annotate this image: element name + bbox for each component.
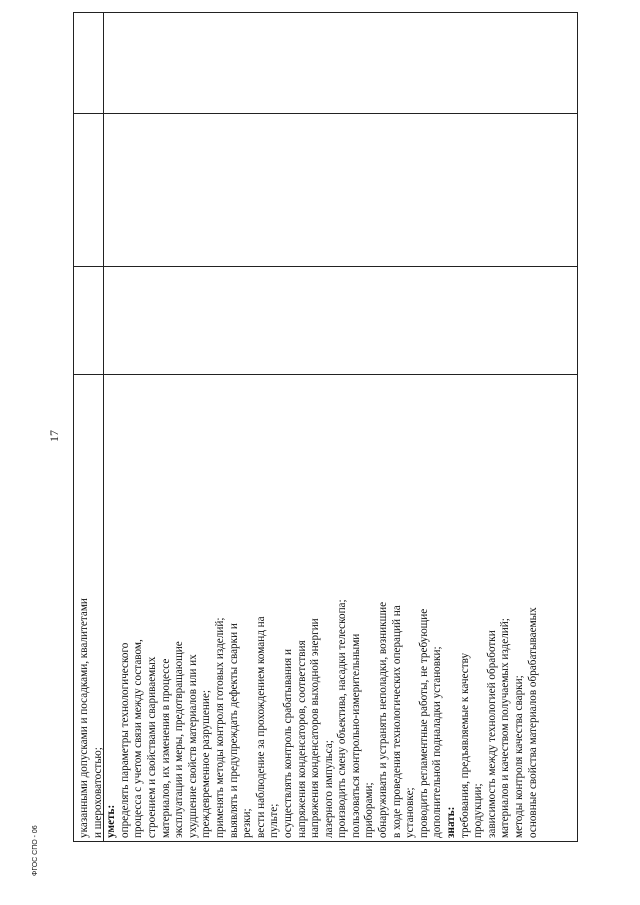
text-line: напряжения конденсаторов, соответствия <box>295 640 308 838</box>
text-line: дополнительной подналадки установки; <box>431 646 444 838</box>
text-line: и шероховатостью; <box>91 747 104 838</box>
table-row-divider <box>73 113 578 114</box>
text-line: осуществлять контроль срабатывания и <box>281 649 294 838</box>
text-line: в ходе проведения технологических операций на <box>390 605 403 838</box>
text-line: приборами; <box>363 782 376 838</box>
footer-doc-code <box>30 810 44 880</box>
text-line: производить смену объектива, насадки телескопа; <box>336 599 349 838</box>
text-line: материалов, их изменения в процессе <box>159 658 172 838</box>
text-line: установке; <box>404 787 417 838</box>
text-line: методы контроля качества сварки; <box>513 675 525 838</box>
text-line: процесса с учетом связи между составом, <box>132 639 145 838</box>
text-line: обнаруживать и устранять неполадки, возникшие <box>377 601 390 838</box>
table-cell-lines <box>78 498 540 838</box>
text-line: продукции; <box>472 783 485 838</box>
text-line: знать: <box>445 806 458 838</box>
text-line: пользоваться контрольно-измерительными <box>349 633 362 838</box>
text-line: резки; <box>241 808 254 838</box>
text-line: указанными допусками и посадками, квалитетами <box>78 598 90 838</box>
text-line: эксплуатации и меры, предотвращающие <box>173 641 186 838</box>
page-number <box>45 426 65 446</box>
text-line: преждевременное разрушение; <box>200 690 213 838</box>
text-line: вести наблюдение за прохождением команд на <box>254 616 267 838</box>
text-line: выявлять и предупреждать дефекты сварки и <box>227 623 240 838</box>
text-line: проводить регламентные работы, не требующие <box>417 608 430 838</box>
table-row-divider <box>73 374 578 375</box>
text-line: лазерного импульса; <box>322 740 335 838</box>
page-number-text: 17 <box>47 430 61 442</box>
text-line: основные свойства материалов обрабатываемых <box>526 607 539 838</box>
text-line: пульте; <box>268 803 281 838</box>
footer-doc-code-text: ФГОС СПО - 06 <box>32 825 39 876</box>
table-row-divider <box>73 266 578 267</box>
text-line: требования, предъявляемые к качеству <box>458 652 471 838</box>
text-line: материалов и качеством получаемых изделий; <box>499 618 512 838</box>
text-line: строением и свойствами свариваемых <box>145 656 158 838</box>
text-line: напряжения конденсаторов выходной энергии <box>309 618 322 838</box>
text-line: применять методы контроля готовых изделий; <box>213 617 226 838</box>
text-line: уметь: <box>105 804 118 838</box>
text-line: зависимость между технологией обработки <box>485 630 498 838</box>
text-line: ухудшение свойств материалов или их <box>186 654 199 838</box>
text-line: определять параметры технологического <box>118 642 131 838</box>
